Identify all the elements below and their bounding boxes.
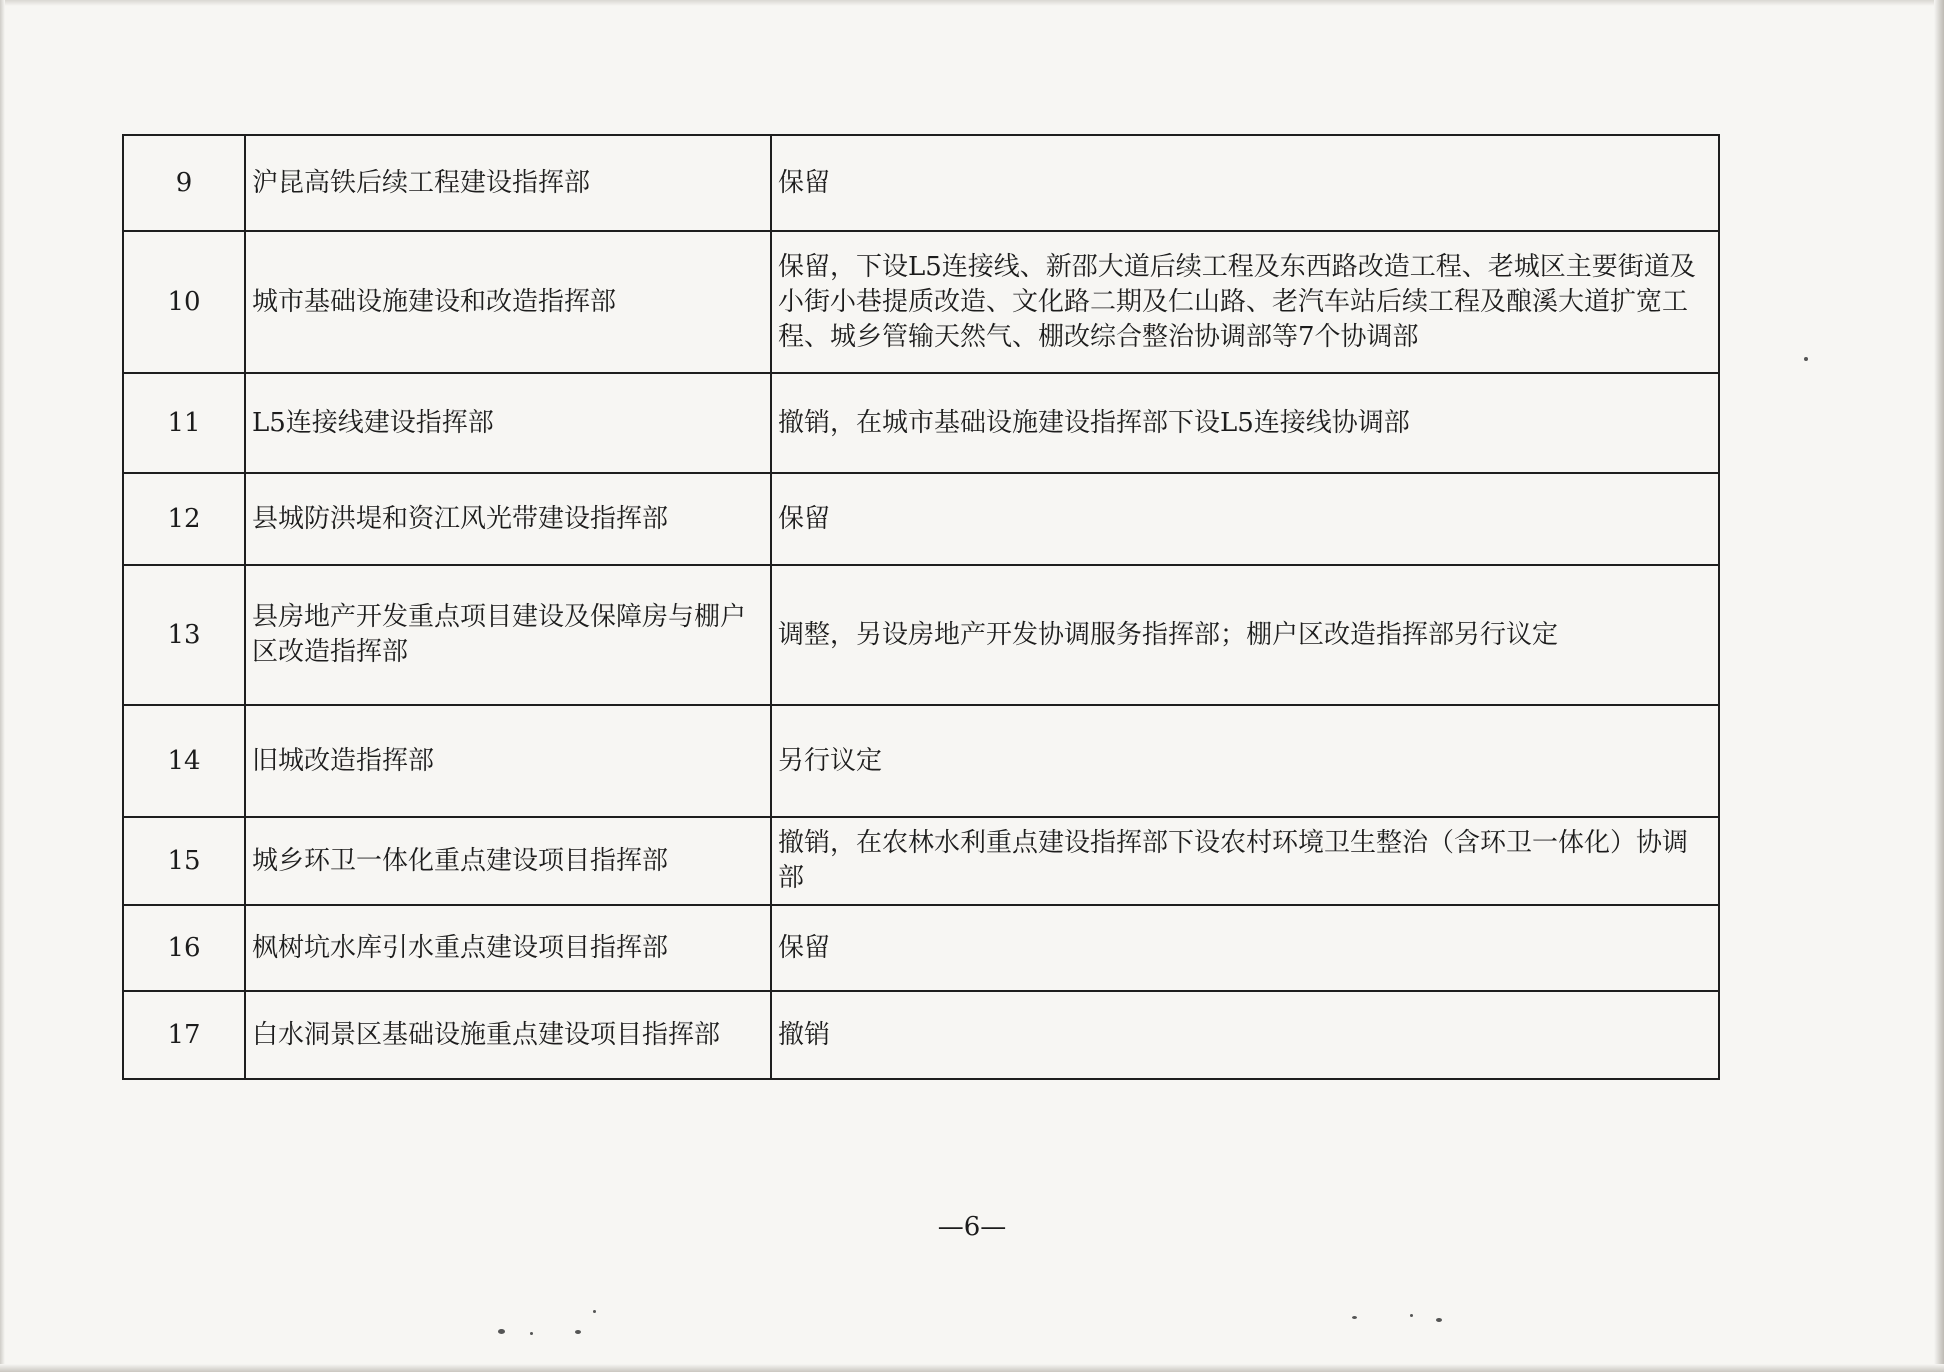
headquarters-name: 旧城改造指挥部	[245, 705, 771, 817]
adjustment-result: 保留	[771, 135, 1719, 231]
adjustment-result: 保留，下设L5连接线、新邵大道后续工程及东西路改造工程、老城区主要街道及小街小巷提质改造、文化路二期及仁山路、老汽车站后续工程及酿溪大道扩宽工程、城乡管输天然气、棚改综合整治协调部等7个协调部	[771, 231, 1719, 373]
row-number: 13	[123, 565, 245, 705]
headquarters-name: 白水洞景区基础设施重点建设项目指挥部	[245, 991, 771, 1079]
table-row	[123, 991, 1719, 1079]
scan-speck	[530, 1332, 533, 1335]
row-number: 9	[123, 135, 245, 231]
row-number: 17	[123, 991, 245, 1079]
scan-speck	[1804, 357, 1808, 361]
page-edge-top	[0, 0, 1944, 6]
row-number: 14	[123, 705, 245, 817]
page-edge-right	[1934, 0, 1944, 1372]
row-number: 12	[123, 473, 245, 565]
headquarters-name: L5连接线建设指挥部	[245, 373, 771, 473]
table-row	[123, 905, 1719, 991]
headquarters-name: 县房地产开发重点项目建设及保障房与棚户区改造指挥部	[245, 565, 771, 705]
table-row	[123, 705, 1719, 817]
headquarters-name: 枫树坑水库引水重点建设项目指挥部	[245, 905, 771, 991]
headquarters-table	[122, 134, 1720, 1080]
headquarters-name: 城市基础设施建设和改造指挥部	[245, 231, 771, 373]
page-edge-left	[0, 0, 5, 1372]
scan-speck	[1436, 1318, 1442, 1322]
row-number: 11	[123, 373, 245, 473]
headquarters-name: 城乡环卫一体化重点建设项目指挥部	[245, 817, 771, 905]
table-row	[123, 373, 1719, 473]
table-row	[123, 473, 1719, 565]
adjustment-result: 撤销，在农林水利重点建设指挥部下设农村环境卫生整治（含环卫一体化）协调部	[771, 817, 1719, 905]
page-edge-bottom	[0, 1364, 1944, 1372]
scan-speck	[1410, 1314, 1413, 1317]
row-number: 10	[123, 231, 245, 373]
scan-speck	[498, 1329, 505, 1334]
scan-speck	[575, 1330, 581, 1334]
adjustment-result: 撤销，在城市基础设施建设指挥部下设L5连接线协调部	[771, 373, 1719, 473]
adjustment-result: 撤销	[771, 991, 1719, 1079]
table-row	[123, 231, 1719, 373]
scan-speck	[593, 1310, 596, 1313]
adjustment-result: 调整，另设房地产开发协调服务指挥部；棚户区改造指挥部另行议定	[771, 565, 1719, 705]
table-row	[123, 817, 1719, 905]
page-number: —6—	[937, 1212, 1007, 1242]
row-number: 15	[123, 817, 245, 905]
table-row	[123, 565, 1719, 705]
scan-speck	[1352, 1316, 1357, 1319]
headquarters-name: 县城防洪堤和资江风光带建设指挥部	[245, 473, 771, 565]
headquarters-name: 沪昆高铁后续工程建设指挥部	[245, 135, 771, 231]
table-row	[123, 135, 1719, 231]
adjustment-result: 保留	[771, 473, 1719, 565]
adjustment-result: 保留	[771, 905, 1719, 991]
row-number: 16	[123, 905, 245, 991]
adjustment-result: 另行议定	[771, 705, 1719, 817]
